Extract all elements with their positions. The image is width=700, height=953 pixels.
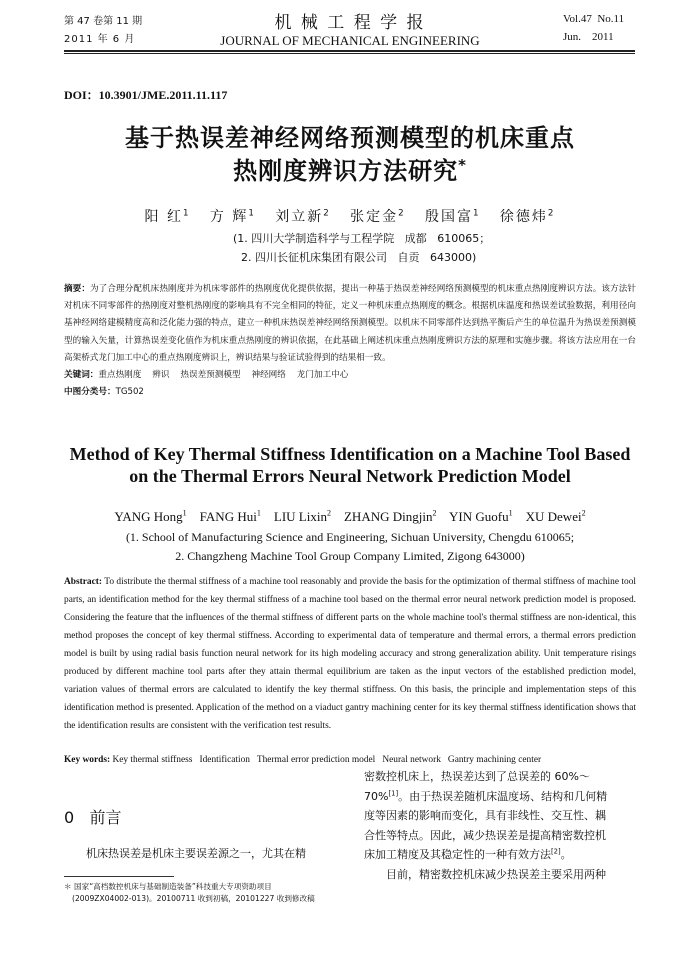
footnote-line1: ＊ 国家“高档数控机床与基础制造装备”科技重大专项资助项目 [64,882,272,891]
affiliation-en-1: (1. School of Manufacturing Science and Engineering, Sichuan University, Chengdu 610065; [125,530,575,544]
author-cn: 徐德炜$^2$ [499,208,556,225]
keywords-en-text: Key thermal stiffness Identification Thermal error prediction model Neural network Gantry machining center [112,755,542,765]
body-right-paragraph [364,767,636,884]
title-cn-line2-text: 热刚度辨识方法研究 [233,157,459,185]
header-rule-thick [64,50,635,52]
body-line: 密数控机床上，热误差达到了总误差的 60%～ [364,770,590,783]
body-line: 度等因素的影响而变化，具有非线性、交互性、耦 [364,809,606,822]
footnote [64,881,344,905]
title-cn-line2 [0,151,700,186]
abstract-cn-text: 为了合理分配机床热刚度并为机床零部件的热刚度优化提供依据，提出一种基于热误差神经网络预测模型的机床重点热刚度辨识方法。该方法针对机床不同零部件的热刚度对整机热刚度的影响具有不完全相同的特征，定义一种机床重点热刚度的概念。根据机床温度和热误差试验数据，利用径向基神经网络建模精度高和泛化能力强的特点，建立一种机床热误差神经网络预测模型。以机床不同零部件达到热平衡后产生的单位温升为热误差预测模型的输入矢量，计算热误差变化值作为机床重点热刚度的辨识依据，在此基础上阐述机床重点热刚度辨识方法的原理和实施步骤。将该方法应用在一台高架桥式龙门加工中心的重点热刚度辨识上，辨识结果与验证试验得到的结果相一致。 [64,284,636,363]
body-left-paragraph: 机床热误差是机床主要误差源之一，尤其在精 [86,847,306,860]
title-cn-line1: 基于热误差神经网络预测模型的机床重点 [125,124,575,152]
citation: [1] [388,788,399,797]
body-line: 目前，精密数控机床减少热误差主要采用两种 [386,867,606,881]
body-line: 70%[1]。由于热误差随机床温度场、结构和几何精 [364,788,608,803]
keywords-en-label: Key words: [64,755,111,765]
section-heading [64,805,121,828]
author-en: ZHANG Dingjin$^2$ [343,508,437,524]
class-code: TG502 [115,387,144,397]
author-en: XU Dewei$^2$ [525,508,586,524]
abstract-en-text: To distribute the thermal stiffness of a machine tool reasonably and provide the basis for the optimization of thermal stiffness of machine tool parts, an identification method for the key thermal stiffness of a machine tool based on the thermal error neural network prediction model is proposed. Considering the feature that the influences of the thermal stiffness of different parts on the whole machine tool's thermal stiffness are non-identical, this method proposes the concept of key thermal stiffness. According to experimental data of temperature and thermal errors, a thermal errors prediction model is built by using radial basis function neural network for its high modeling accuracy and strong generalization ability. Unit temperature risings produced by different machine tool parts after they attain thermal equilibrium are taken as the input vectors of the established prediction model, variation values of thermal errors are calculated to identify the key thermal stiffness. On this basis, the principle and implementation steps of this identification method is presented. Application of the method on a viaduct gantry machining center for its key thermal stiffness identification shows that the identification results are consistent with the verification test results. [64,577,636,731]
section-number: 0 [64,808,75,827]
volume-en: Vol.47 No.11 [563,13,625,25]
abstract-cn-label: 摘要： [64,284,91,294]
body-line: 合性等特点。因此，减少热误差是提高精密数控机 [364,828,606,842]
abstract-cn [64,281,636,367]
affiliation-en-2: 2. Changzheng Machine Tool Group Company Limited, Zigong 643000) [175,549,525,563]
title-en-line1: Method of Key Thermal Stiffness Identification on a Machine Tool Based [69,444,631,464]
abstract-en-label: Abstract: [64,577,103,587]
date-cn: 2011 年 6 月 [64,34,136,45]
author-en: FANG Hui$^1$ [199,508,261,524]
journal-title-cn: 机 械 工 程 学 报 [274,13,426,33]
volume-cn: 第 47 卷第 11 期 [64,16,143,27]
author-cn: 方 辉$^1$ [209,208,256,225]
author-cn: 刘立新$^2$ [275,208,331,225]
title-funding-mark: * [458,156,467,174]
keywords-cn [64,367,636,384]
date-en: Jun. 2011 [563,31,614,43]
header-rule-thin [64,53,635,54]
classification-cn [64,384,636,401]
keywords-cn-text: 重点热刚度 辨识 热误差预测模型 神经网络 龙门加工中心 [98,370,349,380]
authors-cn [0,206,700,226]
footnote-rule [64,876,174,877]
affiliation-cn-2: 2. 四川长征机床集团有限公司 自贡 643000) [241,251,477,264]
citation: [2] [551,847,561,856]
journal-title-en: JOURNAL OF MECHANICAL ENGINEERING [220,33,480,48]
keywords-cn-label: 关键词： [64,370,99,380]
footnote-line2: (2009ZX04002-013)。20100711 收到初稿，20101227 收到修改稿 [72,894,315,903]
author-en: LIU Lixin$^2$ [273,508,331,524]
title-en-line2: on the Thermal Errors Neural Network Prediction Model [129,466,571,486]
author-en: YIN Guofu$^1$ [449,508,513,524]
doi: DOI：10.3901/JME.2011.11.117 [64,88,228,102]
author-cn: 张定金$^2$ [350,208,406,225]
section-title: 前言 [89,808,122,827]
author-en: YANG Hong$^1$ [114,508,187,524]
author-cn: 阳 红$^1$ [144,208,191,225]
body-line: 床加工精度及其稳定性的一种有效方法[2]。 [364,847,572,861]
class-label: 中图分类号： [64,387,116,397]
authors-en [0,509,700,525]
affiliation-cn-1: (1. 四川大学制造科学与工程学院 成都 610065； [233,232,491,245]
author-cn: 殷国富$^1$ [425,208,481,225]
abstract-en [64,573,636,735]
